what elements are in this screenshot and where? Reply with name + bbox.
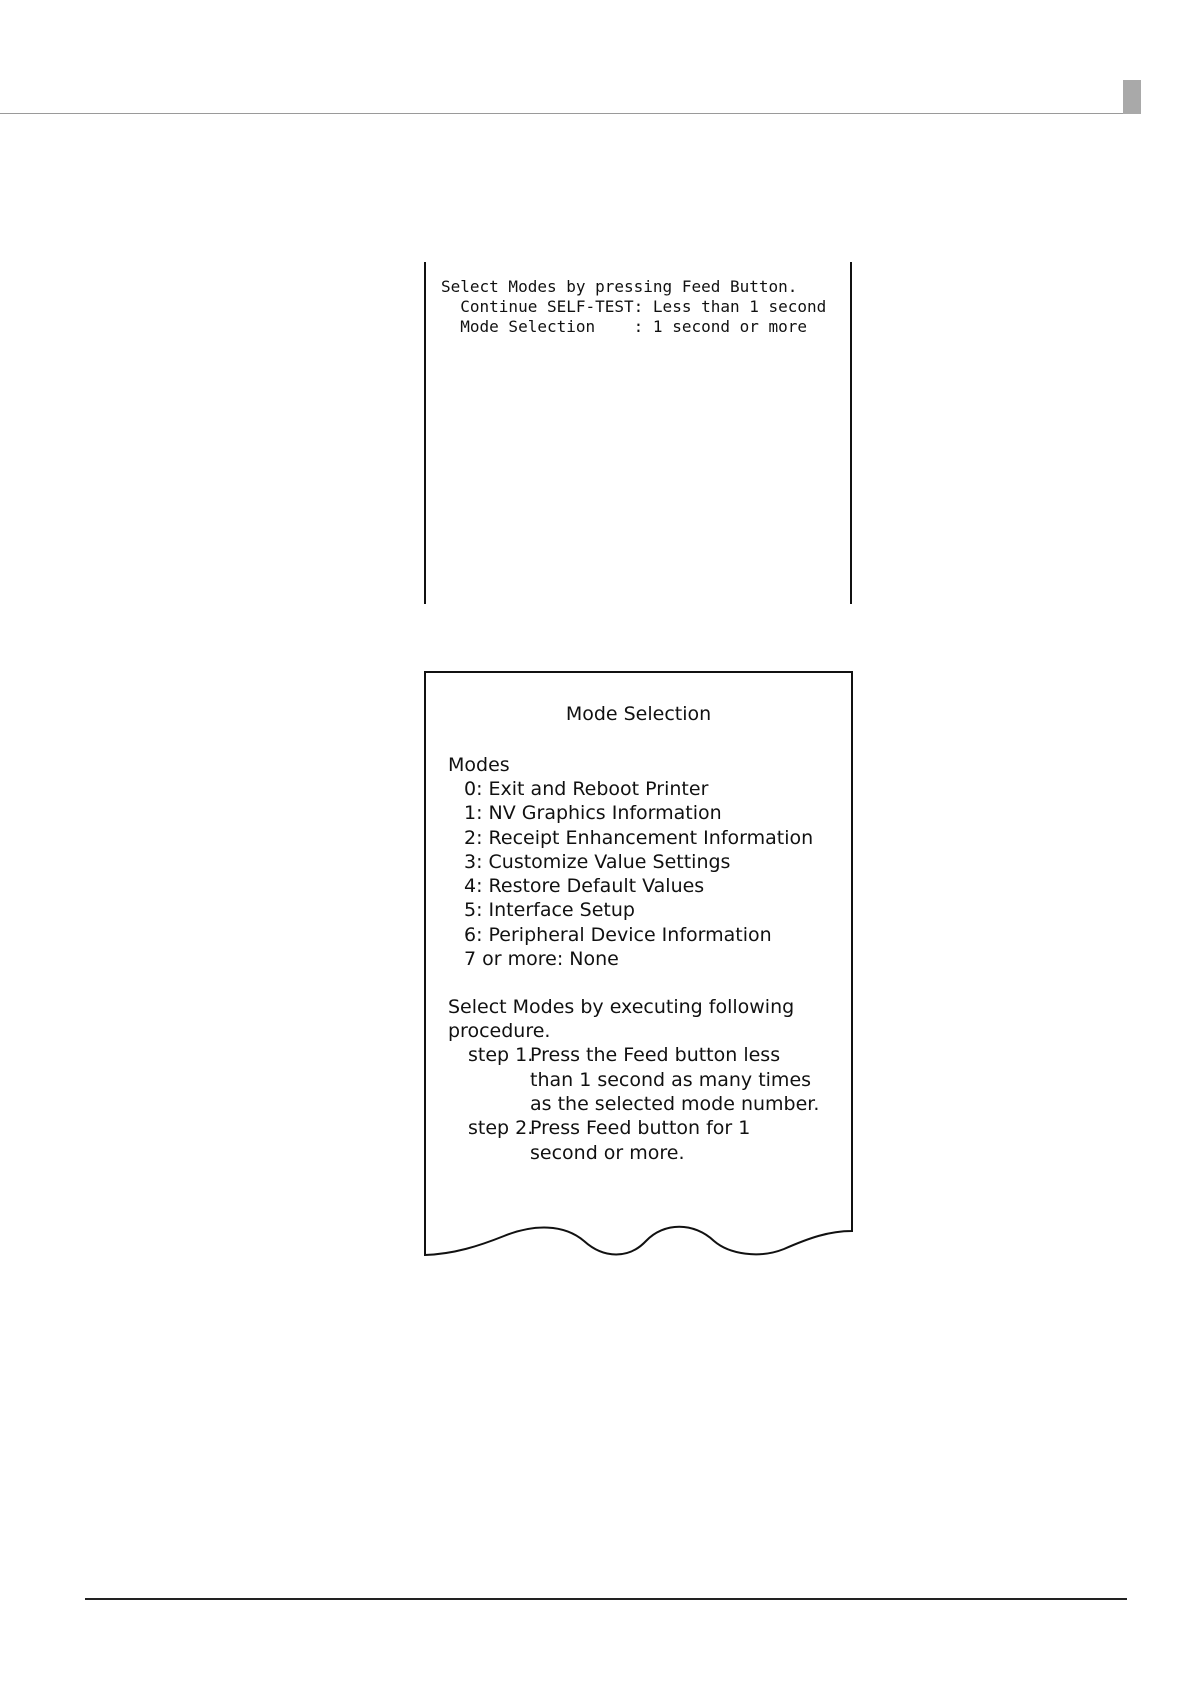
step-text: second or more.	[530, 1142, 685, 1164]
procedure-intro: Select Modes by executing following	[448, 996, 795, 1018]
step-text: Press Feed button for 1	[530, 1117, 751, 1139]
mode-item: 3: Customize Value Settings	[464, 851, 731, 873]
selftest-line: Select Modes by pressing Feed Button.	[441, 277, 798, 296]
step-text: Press the Feed button less	[530, 1044, 781, 1066]
mode-item: 6: Peripheral Device Information	[464, 924, 772, 946]
selftest-receipt	[424, 262, 852, 604]
receipt-title: Mode Selection	[565, 703, 712, 725]
mode-item: 1: NV Graphics Information	[464, 802, 722, 824]
mode-item: 5: Interface Setup	[464, 899, 635, 921]
mode-item: 7 or more: None	[464, 948, 619, 970]
footer-rule	[85, 1598, 1127, 1600]
mode-item: 2: Receipt Enhancement Information	[464, 827, 814, 849]
mode-item: 4: Restore Default Values	[464, 875, 705, 897]
modes-heading: Modes	[448, 754, 510, 776]
step-label: step 1.	[468, 1044, 534, 1066]
step-label: step 2.	[468, 1117, 534, 1139]
header-rule	[0, 113, 1140, 114]
mode-item: 0: Exit and Reboot Printer	[464, 778, 709, 800]
selftest-line: Continue SELF-TEST: Less than 1 second	[441, 297, 827, 316]
section-tab-marker	[1123, 80, 1141, 114]
mode-selection-receipt	[424, 671, 853, 1256]
selftest-line: Mode Selection : 1 second or more	[441, 317, 808, 336]
selftest-receipt-text	[441, 277, 826, 337]
procedure-intro: procedure.	[448, 1020, 551, 1042]
step-text: than 1 second as many times	[530, 1069, 812, 1091]
step-text: as the selected mode number.	[530, 1093, 820, 1115]
